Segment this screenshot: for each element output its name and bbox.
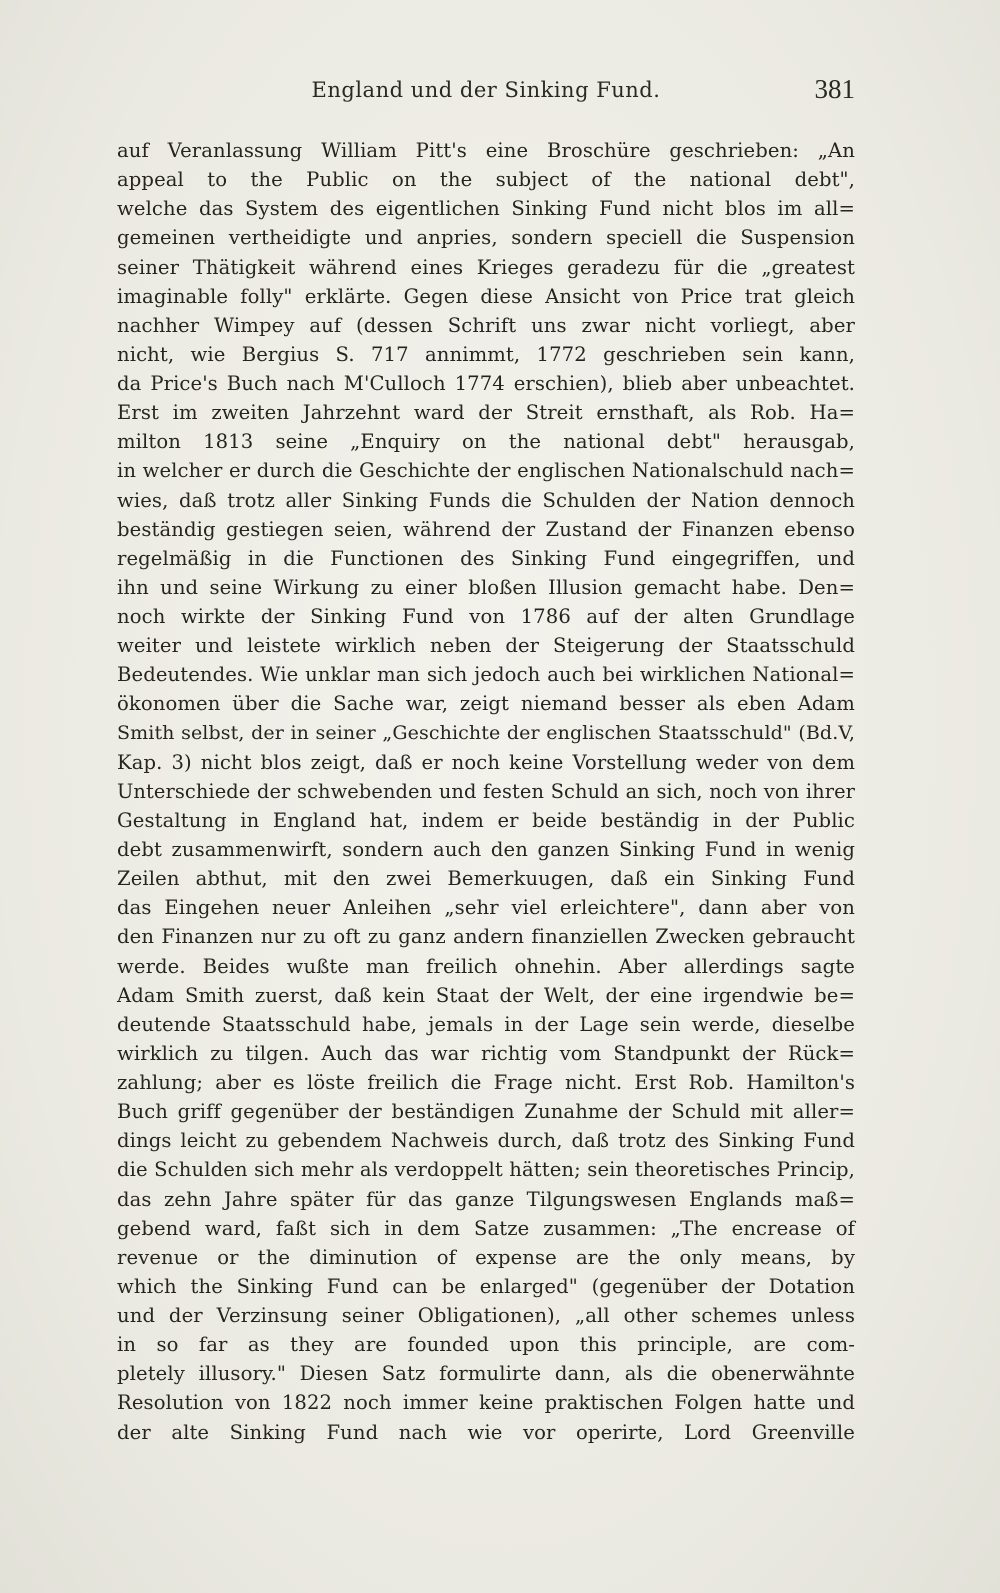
text-line: nicht, wie Bergius S. 717 annimmt, 1772 geschrieben sein kann, (117, 342, 855, 366)
text-line: Erst im zweiten Jahrzehnt ward der Streit ernsthaft, als Rob. Ha= (117, 401, 855, 425)
text-line: auf Veranlassung William Pitt's eine Broschüre geschrieben: „An (117, 139, 855, 162)
text-line: Resolution von 1822 noch immer keine praktischen Folgen hatte und (117, 1391, 855, 1415)
text-line: wies, daß trotz aller Sinking Funds die Schulden der Nation dennoch (117, 488, 855, 512)
text-line: dings leicht zu gebendem Nachweis durch, daß trotz des Sinking Fund (117, 1129, 855, 1153)
text-line: Smith selbst, der in seiner „Geschichte der englischen Staatsschuld" (Bd.V, (117, 721, 855, 744)
text-line: Unterschiede der schwebenden und festen Schuld an sich, noch von ihrer (117, 779, 855, 803)
text-line: in so far as they are founded upon this principle, are com- (117, 1333, 855, 1357)
text-line: ökonomen über die Sache war, zeigt niemand besser als eben Adam (117, 692, 855, 716)
text-line: gemeinen vertheidigte und anpries, sondern speciell die Suspension (117, 226, 855, 250)
text-line: which the Sinking Fund can be enlarged" (gegenüber der Dotation (117, 1274, 855, 1298)
running-head (117, 74, 855, 110)
text-line: pletely illusory." Diesen Satz formulirte dann, als die obenerwähnte (117, 1362, 855, 1386)
text-line: den Finanzen nur zu oft zu ganz andern finanziellen Zwecken gebraucht (117, 925, 855, 949)
text-line: ihn und seine Wirkung zu einer bloßen Illusion gemacht habe. Den= (117, 575, 855, 599)
text-line: revenue or the diminution of expense are the only means, by (117, 1245, 855, 1269)
text-line: deutende Staatsschuld habe, jemals in der Lage sein werde, dieselbe (117, 1012, 855, 1036)
running-title: England und der Sinking Fund. (311, 78, 661, 102)
text-line: in welcher er durch die Geschichte der englischen Nationalschuld nach= (117, 459, 855, 483)
body-text (117, 136, 855, 1447)
text-line: welche das System des eigentlichen Sinking Fund nicht blos im all= (117, 197, 855, 221)
text-line: werde. Beides wußte man freilich ohnehin. Aber allerdings sagte (117, 954, 855, 978)
text-line: imaginable folly" erklärte. Gegen diese Ansicht von Price trat gleich (117, 284, 855, 308)
text-line: regelmäßig in die Functionen des Sinking Fund eingegriffen, und (117, 546, 855, 570)
text-line: das Eingehen neuer Anleihen „sehr viel erleichtere", dann aber von (117, 896, 855, 920)
text-line: Buch griff gegenüber der beständigen Zunahme der Schuld mit aller= (117, 1100, 855, 1124)
text-line: wirklich zu tilgen. Auch das war richtig vom Standpunkt der Rück= (117, 1041, 855, 1065)
text-line: Kap. 3) nicht blos zeigt, daß er noch keine Vorstellung weder von dem (117, 750, 855, 774)
text-line: seiner Thätigkeit während eines Krieges geradezu für die „greatest (117, 255, 855, 279)
text-line: milton 1813 seine „Enquiry on the national debt" herausgab, (117, 430, 855, 454)
text-line: Bedeutendes. Wie unklar man sich jedoch auch bei wirklichen National= (117, 663, 855, 687)
text-line: nachher Wimpey auf (dessen Schrift uns zwar nicht vorliegt, aber (117, 313, 855, 337)
text-line: debt zusammenwirft, sondern auch den ganzen Sinking Fund in wenig (117, 838, 855, 861)
text-line: Gestaltung in England hat, indem er beide beständig in der Public (117, 808, 855, 832)
text-line: gebend ward, faßt sich in dem Satze zusammen: „The encrease of (117, 1216, 855, 1240)
text-line: das zehn Jahre später für das ganze Tilgungswesen Englands maß= (117, 1187, 855, 1211)
text-line: und der Verzinsung seiner Obligationen), „all other schemes unless (117, 1304, 855, 1327)
text-line: noch wirkte der Sinking Fund von 1786 auf der alten Grundlage (117, 605, 855, 628)
text-line: Zeilen abthut, mit den zwei Bemerkuugen, daß ein Sinking Fund (117, 867, 855, 891)
text-line: zahlung; aber es löste freilich die Frage nicht. Erst Rob. Hamilton's (117, 1071, 855, 1094)
text-line: appeal to the Public on the subject of the national debt", (117, 168, 855, 192)
text-line: beständig gestiegen seien, während der Zustand der Finanzen ebenso (117, 517, 855, 541)
text-line: der alte Sinking Fund nach wie vor operirte, Lord Greenville (117, 1420, 855, 1444)
text-line: da Price's Buch nach M'Culloch 1774 erschien), blieb aber unbeachtet. (117, 372, 855, 395)
page-number: 381 (814, 74, 855, 104)
text-line: die Schulden sich mehr als verdoppelt hätten; sein theoretisches Princip, (117, 1158, 855, 1182)
text-line: weiter und leistete wirklich neben der Steigerung der Staatsschuld (117, 634, 855, 658)
text-line: Adam Smith zuerst, daß kein Staat der Welt, der eine irgendwie be= (117, 983, 855, 1007)
